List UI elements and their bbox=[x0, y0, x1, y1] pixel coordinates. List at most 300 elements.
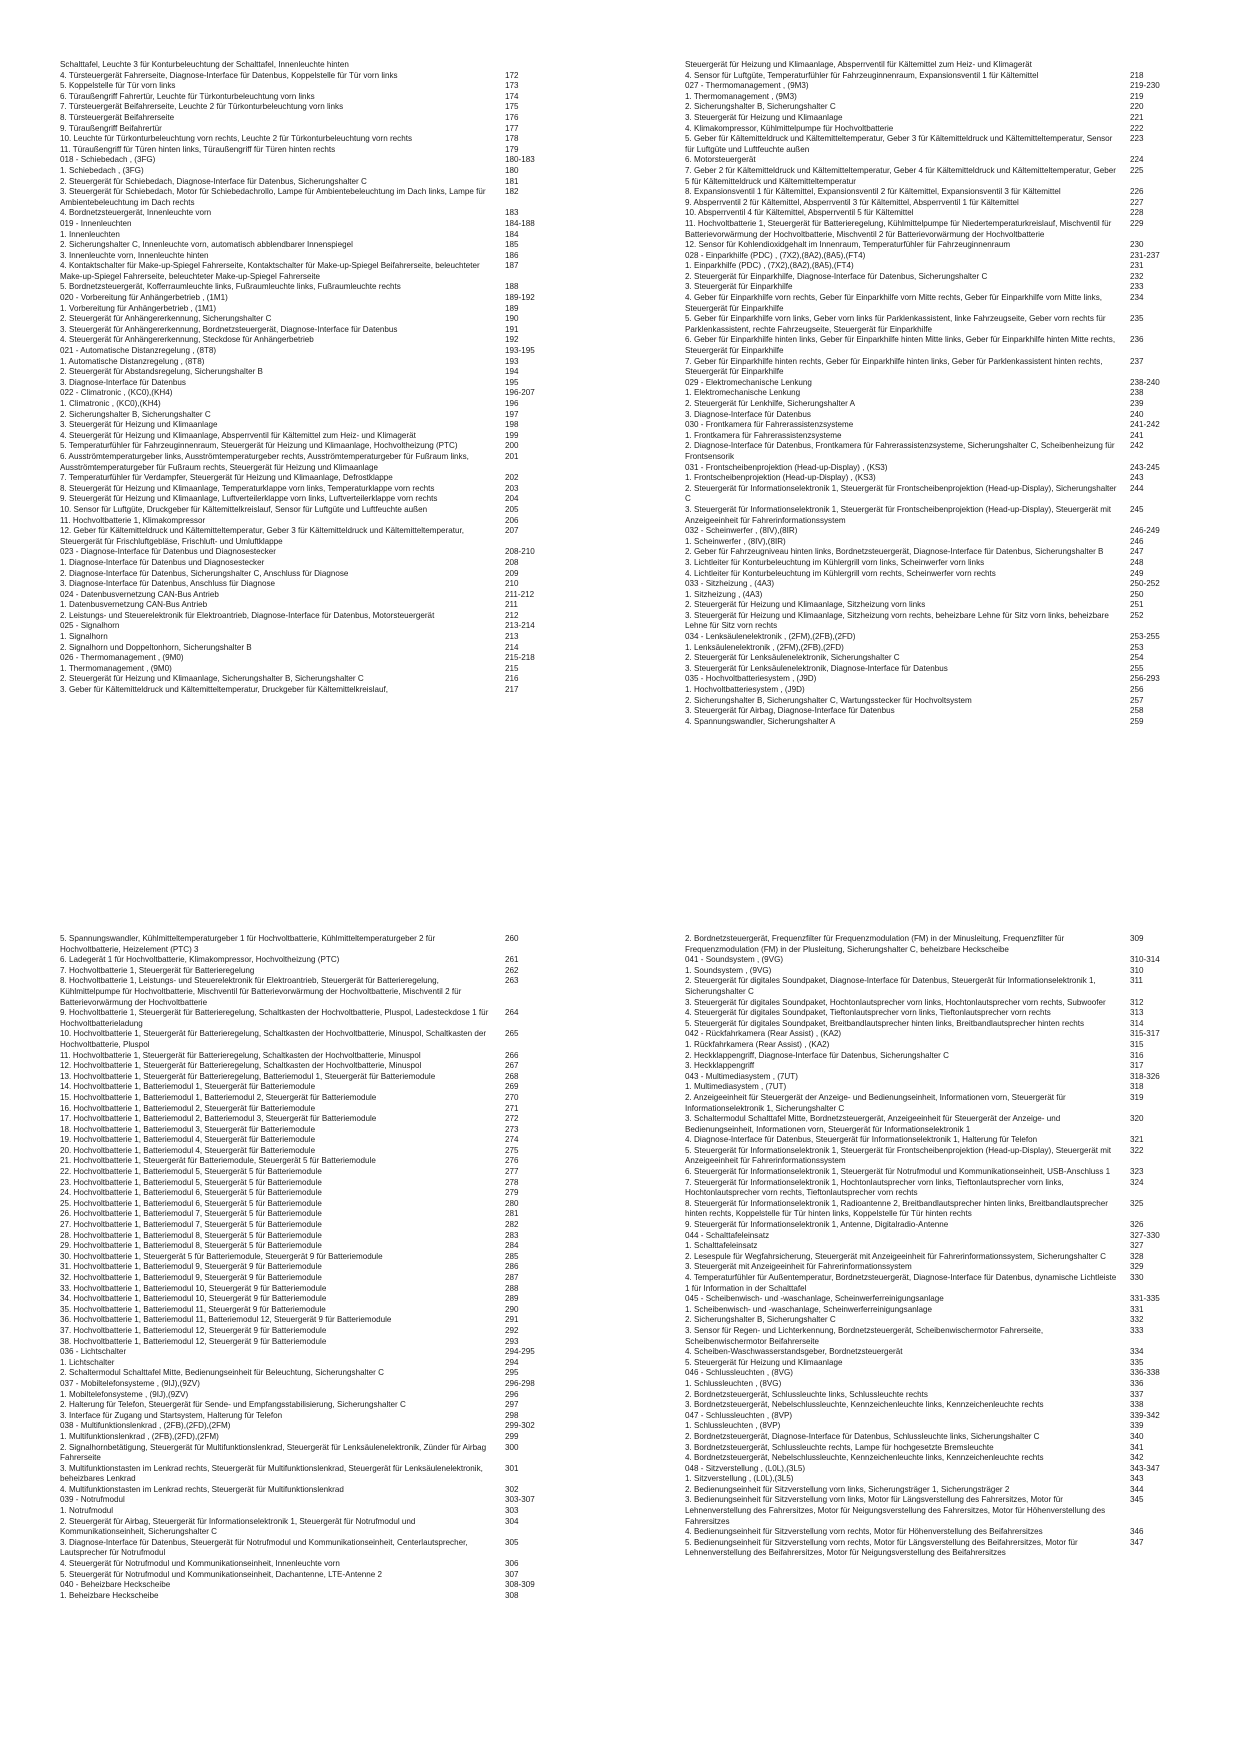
toc-entry-title: 2. Bedienungseinheit für Sitzverstellung vorn links, Sicherungsträger 1, Sicherungsträger 2 bbox=[685, 1484, 1010, 1494]
toc-entry-title: 5. Temperaturfühler für Fahrzeuginnenraum, Steuergerät für Heizung und Klimaanlage, Hochvoltheizung (PTC) bbox=[60, 441, 458, 451]
toc-entry-title: 2. Bordnetzsteuergerät, Diagnose-Interface für Datenbus, Schlussleuchte links, Sicherungshalter C bbox=[685, 1431, 1040, 1441]
toc-entry bbox=[685, 1368, 1220, 1379]
toc-entry-page: 251 bbox=[1130, 600, 1144, 610]
toc-entry-title: 1. Thermomanagement , (9M3) bbox=[685, 91, 797, 101]
toc-entry-title: 7. Temperaturfühler für Verdampfer, Steuergerät für Heizung und Klimaanlage, Defrostklappe bbox=[60, 473, 393, 483]
toc-entry bbox=[685, 547, 1220, 558]
toc-entry-title: 5. Spannungswandler, Kühlmitteltemperaturgeber 1 für Hochvoltbatterie, Kühlmitteltemperaturgeber 2 für Hochvoltbatterie, Heizelement (PTC) 3 bbox=[60, 934, 436, 954]
toc-entry-page: 301 bbox=[505, 1463, 519, 1473]
toc-entry bbox=[685, 717, 1220, 728]
toc-entry-page: 330 bbox=[1130, 1273, 1144, 1282]
toc-entry-title: 042 - Rückfahrkamera (Rear Assist) , (KA2) bbox=[685, 1029, 842, 1039]
toc-entry-page: 208-210 bbox=[505, 547, 535, 557]
toc-entry-title: 4. Steuergerät für Anhängererkennung, Steckdose für Anhängerbetrieb bbox=[60, 335, 314, 345]
toc-entry-title: 048 - Sitzverstellung , (L0L),(3L5) bbox=[685, 1463, 806, 1473]
toc-entry-page: 260 bbox=[505, 934, 519, 943]
toc-entry-page: 292 bbox=[505, 1325, 519, 1335]
toc-entry-page: 303-307 bbox=[505, 1495, 535, 1505]
toc-entry-page: 243-245 bbox=[1130, 462, 1160, 472]
toc-entry bbox=[685, 1538, 1220, 1559]
toc-entry bbox=[685, 664, 1220, 675]
toc-entry-title: 045 - Scheibenwisch- und -waschanlage, Scheinwerferreinigungsanlage bbox=[685, 1294, 944, 1304]
toc-entry-page: 194 bbox=[505, 367, 519, 377]
toc-entry bbox=[60, 966, 595, 977]
toc-entry-page: 296 bbox=[505, 1389, 519, 1399]
toc-entry-page: 338 bbox=[1130, 1400, 1144, 1410]
toc-entry-title: 1. Elektromechanische Lenkung bbox=[685, 388, 801, 398]
toc-entry-page: 238-240 bbox=[1130, 377, 1160, 387]
toc-entry bbox=[685, 1464, 1220, 1475]
toc-entry-title: 4. Bordnetzsteuergerät, Nebelschlussleuchte, Kennzeichenleuchte links, Kennzeichenleuchte rechts bbox=[685, 1453, 1044, 1463]
toc-entry-title: 2. Sicherungshalter B, Sicherungshalter C bbox=[60, 409, 211, 419]
toc-entry bbox=[685, 955, 1220, 966]
toc-entry-page: 281 bbox=[505, 1209, 519, 1219]
toc-entry-title: 34. Hochvoltbatterie 1, Batteriemodul 10, Steuergerät 9 für Batteriemodule bbox=[60, 1294, 327, 1304]
toc-entry bbox=[60, 664, 595, 675]
toc-entry-title: 018 - Schiebedach , (3FG) bbox=[60, 155, 156, 165]
toc-entry-page: 270 bbox=[505, 1092, 519, 1102]
toc-entry-title: 6. Ausströmtemperaturgeber links, Ausströmtemperaturgeber rechts, Ausströmtemperaturgeber für Fußraum links, Ausströmtemperaturgeber für Fußraum rechts, Steuergerät für Heizung und Klimaanlage bbox=[60, 451, 469, 472]
toc-entry-page: 269 bbox=[505, 1082, 519, 1092]
toc-entry bbox=[685, 685, 1220, 696]
toc-entry-page: 336-338 bbox=[1130, 1368, 1160, 1378]
toc-entry-page: 216 bbox=[505, 674, 519, 684]
toc-entry bbox=[685, 579, 1220, 590]
toc-entry-page: 315-317 bbox=[1130, 1029, 1160, 1039]
toc-entry-page: 176 bbox=[505, 112, 519, 122]
toc-entry-page: 318 bbox=[1130, 1082, 1144, 1092]
toc-entry bbox=[60, 558, 595, 569]
toc-entry-title: 9. Absperrventil 2 für Kältemittel, Absperrventil 3 für Kältemittel, Absperrventil 1 für Kältemittel bbox=[685, 197, 1019, 207]
toc-entry bbox=[685, 1019, 1220, 1030]
toc-entry-title: 3. Bedienungseinheit für Sitzverstellung vorn links, Motor für Längsverstellung des Fahrersitzes, Motor für Lehnenverstellung des Fahrersitzes, Motor für Neigungsverstellung des Fahrersitzes, Motor für Höhenverstellung des Fahrersitzes bbox=[685, 1495, 1106, 1526]
toc-entry-page: 311 bbox=[1130, 976, 1143, 986]
toc-entry bbox=[685, 1231, 1220, 1242]
toc-entry bbox=[685, 1241, 1220, 1252]
toc-entry-title: 2. Steuergerät für Schiebedach, Diagnose-Interface für Datenbus, Sicherungshalter C bbox=[60, 176, 367, 186]
toc-entry-title: 4. Diagnose-Interface für Datenbus, Steuergerät für Informationselektronik 1, Halterung für Telefon bbox=[685, 1135, 1038, 1145]
toc-entry-page: 337 bbox=[1130, 1389, 1144, 1399]
toc-entry bbox=[60, 1125, 595, 1136]
toc-entry bbox=[685, 696, 1220, 707]
toc-entry-page: 208 bbox=[505, 557, 519, 567]
toc-entry bbox=[685, 653, 1220, 664]
toc-entry-page: 320 bbox=[1130, 1114, 1144, 1124]
toc-entry bbox=[685, 251, 1220, 262]
toc-entry bbox=[685, 976, 1220, 997]
toc-entry-title: 035 - Hochvoltbatteriesystem , (J9D) bbox=[685, 674, 817, 684]
toc-column-bottom-right bbox=[685, 934, 1220, 1559]
toc-entry bbox=[60, 685, 595, 696]
toc-entry bbox=[685, 1294, 1220, 1305]
toc-entry-title: 2. Leistungs- und Steuerelektronik für Elektroantrieb, Diagnose-Interface für Datenbus, Motorsteuergerät bbox=[60, 610, 435, 620]
toc-entry bbox=[685, 71, 1220, 82]
toc-entry-title: 11. Türaußengriff für Türen hinten links, Türaußengriff für Türen hinten rechts bbox=[60, 144, 336, 154]
toc-entry-page: 273 bbox=[505, 1124, 519, 1134]
toc-entry-title: 4. Bordnetzsteuergerät, Innenleuchte vorn bbox=[60, 208, 212, 218]
toc-entry-page: 246 bbox=[1130, 536, 1144, 546]
toc-entry-title: 1. Thermomanagement , (9M0) bbox=[60, 663, 172, 673]
toc-entry-title: 039 - Notrufmodul bbox=[60, 1495, 125, 1505]
toc-entry-page: 299-302 bbox=[505, 1421, 535, 1431]
toc-entry-page: 193 bbox=[505, 356, 519, 366]
toc-entry-title: 025 - Signalhorn bbox=[60, 621, 120, 631]
toc-entry-title: 4. Spannungswandler, Sicherungshalter A bbox=[685, 716, 836, 726]
toc-entry bbox=[60, 1072, 595, 1083]
toc-entry-title: 028 - Einparkhilfe (PDC) , (7X2),(8A2),(8A5),(FT4) bbox=[685, 250, 866, 260]
toc-entry-page: 344 bbox=[1130, 1484, 1144, 1494]
toc-entry-page: 321 bbox=[1130, 1135, 1144, 1145]
toc-entry-title: 1. Sitzverstellung , (L0L),(3L5) bbox=[685, 1474, 794, 1484]
toc-entry-page: 215-218 bbox=[505, 653, 535, 663]
toc-entry bbox=[685, 1347, 1220, 1358]
toc-entry-title: 3. Multifunktionstasten im Lenkrad rechts, Steuergerät für Multifunktionslenkrad, Steuergerät für Lenksäulenelektronik, beheizbares Lenkrad bbox=[60, 1463, 483, 1484]
toc-entry-page: 327 bbox=[1130, 1241, 1144, 1251]
toc-entry-title: 026 - Thermomanagement , (9M0) bbox=[60, 653, 184, 663]
toc-entry-page: 300 bbox=[505, 1442, 519, 1452]
toc-entry-page: 250 bbox=[1130, 589, 1144, 599]
toc-entry-page: 257 bbox=[1130, 695, 1144, 705]
toc-entry bbox=[60, 145, 595, 156]
toc-entry-title: 4. Türsteuergerät Fahrerseite, Diagnose-Interface für Datenbus, Koppelstelle für Tür vorn links bbox=[60, 70, 398, 80]
toc-entry bbox=[60, 1156, 595, 1167]
toc-entry bbox=[685, 1262, 1220, 1273]
toc-entry-page: 268 bbox=[505, 1071, 519, 1081]
toc-entry-title: 8. Steuergerät für Heizung und Klimaanlage, Temperaturklappe vorn links, Temperaturklappe vorn rechts bbox=[60, 483, 435, 493]
toc-entry-page: 339 bbox=[1130, 1421, 1144, 1431]
toc-entry-page: 274 bbox=[505, 1135, 519, 1145]
toc-entry-page: 283 bbox=[505, 1230, 519, 1240]
toc-entry-title: 6. Türaußengriff Fahrertür, Leuchte für Türkonturbeleuchtung vorn links bbox=[60, 91, 315, 101]
toc-entry-page: 200 bbox=[505, 441, 519, 451]
toc-entry bbox=[60, 547, 595, 558]
toc-entry bbox=[60, 452, 595, 473]
toc-entry-page: 262 bbox=[505, 965, 519, 975]
toc-entry-title: 4. Bedienungseinheit für Sitzverstellung vorn rechts, Motor für Höhenverstellung des Beifahrersitzes bbox=[685, 1527, 1043, 1537]
toc-entry bbox=[685, 357, 1220, 378]
toc-entry-title: 1. Diagnose-Interface für Datenbus und Diagnosestecker bbox=[60, 557, 265, 567]
toc-entry-title: 038 - Multifunktionslenkrad , (2FB),(2FD),(2FM) bbox=[60, 1421, 231, 1431]
toc-entry bbox=[685, 1474, 1220, 1485]
toc-entry bbox=[60, 1390, 595, 1401]
toc-entry-title: 20. Hochvoltbatterie 1, Batteriemodul 4, Steuergerät für Batteriemodule bbox=[60, 1145, 316, 1155]
toc-entry-title: 7. Hochvoltbatterie 1, Steuergerät für Batterieregelung bbox=[60, 965, 255, 975]
toc-entry-page: 196-207 bbox=[505, 388, 535, 398]
toc-entry bbox=[60, 1220, 595, 1231]
toc-entry bbox=[60, 1347, 595, 1358]
toc-entry bbox=[60, 367, 595, 378]
toc-entry bbox=[685, 1443, 1220, 1454]
toc-entry-title: 1. Lichtschalter bbox=[60, 1357, 115, 1367]
toc-entry-title: Schalttafel, Leuchte 3 für Konturbeleuchtung der Schalttafel, Innenleuchte hinten bbox=[60, 60, 349, 69]
toc-entry-page: 207 bbox=[505, 526, 519, 536]
toc-entry bbox=[60, 1400, 595, 1411]
toc-entry-page: 181 bbox=[505, 176, 519, 186]
toc-entry-page: 237 bbox=[1130, 356, 1144, 366]
toc-entry-title: 14. Hochvoltbatterie 1, Batteriemodul 1, Steuergerät für Batteriemodule bbox=[60, 1082, 316, 1092]
toc-entry-page: 233 bbox=[1130, 282, 1144, 292]
toc-entry-title: 2. Diagnose-Interface für Datenbus, Sicherungshalter C, Anschluss für Diagnose bbox=[60, 568, 349, 578]
toc-entry bbox=[685, 1051, 1220, 1062]
toc-entry-title: 2. Steuergerät für digitales Soundpaket, Diagnose-Interface für Datenbus, Steuergerät für Informationselektronik 1, Sicherungshalter C bbox=[685, 976, 1096, 996]
toc-entry bbox=[685, 102, 1220, 113]
toc-entry-title: 046 - Schlussleuchten , (8VG) bbox=[685, 1368, 793, 1378]
toc-entry bbox=[685, 1273, 1220, 1294]
toc-entry-title: 1. Multifunktionslenkrad , (2FB),(2FD),(2FM) bbox=[60, 1431, 219, 1441]
toc-entry-page: 209 bbox=[505, 568, 519, 578]
toc-entry-page: 256 bbox=[1130, 685, 1144, 695]
toc-entry-page: 324 bbox=[1130, 1177, 1144, 1187]
toc-entry-page: 266 bbox=[505, 1050, 519, 1060]
toc-entry bbox=[685, 1400, 1220, 1411]
toc-entry bbox=[60, 1252, 595, 1263]
toc-entry-page: 241-242 bbox=[1130, 420, 1160, 430]
toc-entry-page: 295 bbox=[505, 1368, 519, 1378]
toc-entry-title: 2. Steuergerät für Heizung und Klimaanlage, Sicherungshalter B, Sicherungshalter C bbox=[60, 674, 364, 684]
toc-entry-page: 339-342 bbox=[1130, 1410, 1160, 1420]
toc-entry-page: 331 bbox=[1130, 1304, 1144, 1314]
toc-entry bbox=[60, 1061, 595, 1072]
toc-entry-title: 37. Hochvoltbatterie 1, Batteriemodul 12, Steuergerät 9 für Batteriemodule bbox=[60, 1325, 327, 1335]
toc-entry-page: 342 bbox=[1130, 1453, 1144, 1463]
toc-entry-title: 10. Absperrventil 4 für Kältemittel, Absperrventil 5 für Kältemittel bbox=[685, 208, 914, 218]
toc-entry-page: 187 bbox=[505, 261, 519, 271]
toc-entry-title: 2. Geber für Fahrzeugniveau hinten links, Bordnetzsteuergerät, Diagnose-Interface für Datenbus, Sicherungshalter B bbox=[685, 547, 1104, 557]
toc-entry-page: 175 bbox=[505, 102, 519, 112]
toc-entry-title: 9. Steuergerät für Heizung und Klimaanlage, Luftverteilerklappe vorn links, Luftverteilerklappe vorn rechts bbox=[60, 494, 438, 504]
toc-entry-title: 3. Diagnose-Interface für Datenbus, Anschluss für Diagnose bbox=[60, 579, 276, 589]
toc-entry-page: 184 bbox=[505, 229, 519, 239]
toc-entry-title: 2. Steuergerät für Airbag, Steuergerät für Informationselektronik 1, Steuergerät für Notrufmodul und Kommunikationseinheit, Sicherungshalter C bbox=[60, 1516, 416, 1537]
toc-entry-title: 11. Hochvoltbatterie 1, Klimakompressor bbox=[60, 515, 206, 525]
toc-entry bbox=[60, 124, 595, 135]
toc-entry-page: 223 bbox=[1130, 134, 1144, 144]
toc-entry-title: 29. Hochvoltbatterie 1, Batteriemodul 8, Steuergerät 5 für Batteriemodule bbox=[60, 1241, 322, 1251]
toc-entry bbox=[685, 674, 1220, 685]
toc-entry-page: 226 bbox=[1130, 187, 1144, 197]
toc-entry-title: 3. Steuergerät für Lenksäulenelektronik, Diagnose-Interface für Datenbus bbox=[685, 663, 948, 673]
toc-entry-page: 253 bbox=[1130, 642, 1144, 652]
toc-entry bbox=[685, 1199, 1220, 1220]
toc-entry-page: 335 bbox=[1130, 1357, 1144, 1367]
toc-entry bbox=[60, 1051, 595, 1062]
toc-entry bbox=[685, 1178, 1220, 1199]
toc-entry-page: 343-347 bbox=[1130, 1463, 1160, 1473]
toc-entry-title: 040 - Beheizbare Heckscheibe bbox=[60, 1580, 171, 1590]
toc-entry-title: 5. Steuergerät für Informationselektronik 1, Steuergerät für Frontscheibenprojektion (Head-up-Display), Steuergerät mit Anzeigeeinheit für Fahrerinformationssystem bbox=[685, 1145, 1112, 1166]
toc-entry bbox=[685, 208, 1220, 219]
toc-entry-page: 343 bbox=[1130, 1474, 1144, 1484]
toc-entry-title: 5. Bordnetzsteuergerät, Kofferraumleuchte links, Fußraumleuchte links, Fußraumleuchte rechts bbox=[60, 282, 401, 292]
toc-entry-page: 336 bbox=[1130, 1378, 1144, 1388]
toc-entry-title: 2. Steuergerät für Informationselektronik 1, Steuergerät für Frontscheibenprojektion (Head-up-Display), Sicherungshalter C bbox=[685, 483, 1117, 504]
toc-entry bbox=[60, 1199, 595, 1210]
toc-entry bbox=[685, 420, 1220, 431]
toc-entry-title: 3. Steuergerät für Anhängererkennung, Bordnetzsteuergerät, Diagnose-Interface für Datenbus bbox=[60, 324, 398, 334]
toc-entry-title: 020 - Vorbereitung für Anhängerbetrieb , (1M1) bbox=[60, 293, 228, 303]
toc-entry bbox=[60, 335, 595, 346]
toc-entry bbox=[60, 399, 595, 410]
toc-entry bbox=[60, 325, 595, 336]
toc-entry bbox=[685, 1220, 1220, 1231]
toc-entry-title: 10. Leuchte für Türkonturbeleuchtung vorn rechts, Leuchte 2 für Türkonturbeleuchtung vorn rechts bbox=[60, 134, 412, 144]
toc-entry bbox=[685, 1008, 1220, 1019]
toc-entry-title: 11. Hochvoltbatterie 1, Steuergerät für Batterieregelung, Kühlmittelpumpe für Niedertemperaturkreislauf, Mischventil für Batterievorwärmung der Hochvoltbatterie, Mischventil 2 für Batterievorwärmung der Hochvoltbatterie bbox=[685, 218, 1112, 239]
toc-entry bbox=[685, 219, 1220, 240]
toc-entry-title: 034 - Lenksäulenelektronik , (2FM),(2FB),(2FD) bbox=[685, 632, 856, 642]
toc-entry-title: 2. Diagnose-Interface für Datenbus, Frontkamera für Fahrerassistenzsysteme, Sicherungshalter C, Scheibenheizung für Frontsensorik bbox=[685, 441, 1115, 461]
toc-entry bbox=[685, 706, 1220, 717]
toc-entry-page: 186 bbox=[505, 250, 519, 260]
toc-entry-title: 1. Schlussleuchten , (8VG) bbox=[685, 1378, 782, 1388]
toc-entry bbox=[60, 1273, 595, 1284]
toc-entry-page: 191 bbox=[505, 324, 519, 334]
toc-entry-page: 206 bbox=[505, 515, 519, 525]
toc-entry-title: 043 - Multimediasystem , (7UT) bbox=[685, 1071, 798, 1081]
toc-entry-title: 1. Notrufmodul bbox=[60, 1506, 114, 1516]
toc-entry-page: 331-335 bbox=[1130, 1294, 1160, 1304]
toc-entry-title: 12. Sensor für Kohlendioxidgehalt im Innenraum, Temperaturfühler für Fahrzeuginnenraum bbox=[685, 240, 1011, 250]
toc-entry-page: 217 bbox=[505, 685, 519, 695]
toc-entry bbox=[685, 505, 1220, 526]
toc-entry-title: 3. Innenleuchte vorn, Innenleuchte hinten bbox=[60, 250, 209, 260]
toc-entry-page: 172 bbox=[505, 70, 519, 80]
toc-entry bbox=[60, 1432, 595, 1443]
toc-entry-page: 188 bbox=[505, 282, 519, 292]
toc-entry-title: 2. Lesespule für Wegfahrsicherung, Steuergerät mit Anzeigeeinheit für Fahrerinformationssystem, Sicherungshalter C bbox=[685, 1251, 1106, 1261]
toc-entry-page: 218 bbox=[1130, 70, 1144, 80]
toc-entry-page: 199 bbox=[505, 430, 519, 440]
toc-entry-page: 293 bbox=[505, 1336, 519, 1346]
toc-entry bbox=[60, 1008, 595, 1029]
toc-entry-title: 4. Lichtleiter für Konturbeleuchtung im Kühlergrill vorn rechts, Scheinwerfer vorn rechts bbox=[685, 568, 996, 578]
toc-entry bbox=[685, 81, 1220, 92]
toc-entry-title: 7. Steuergerät für Informationselektronik 1, Hochtonlautsprecher vorn links, Tieftonlautsprecher vorn links, Hochtonlautsprecher vorn rechts, Tieftonlautsprecher vorn rechts bbox=[685, 1177, 1064, 1198]
toc-entry bbox=[685, 463, 1220, 474]
toc-entry-page: 248 bbox=[1130, 557, 1144, 567]
toc-entry-title: 019 - Innenleuchten bbox=[60, 218, 132, 228]
toc-entry-page: 334 bbox=[1130, 1347, 1144, 1357]
toc-entry-title: 1. Soundsystem , (9VG) bbox=[685, 965, 772, 975]
toc-entry-page: 211-212 bbox=[505, 589, 535, 599]
toc-entry bbox=[60, 590, 595, 601]
toc-entry bbox=[685, 1326, 1220, 1347]
toc-entry-page: 276 bbox=[505, 1156, 519, 1166]
toc-entry bbox=[60, 1146, 595, 1157]
toc-entry-page: 204 bbox=[505, 494, 519, 504]
toc-entry bbox=[60, 166, 595, 177]
toc-entry bbox=[60, 1421, 595, 1432]
toc-entry-title: 1. Multimediasystem , (7UT) bbox=[685, 1082, 787, 1092]
toc-entry bbox=[60, 357, 595, 368]
toc-entry-title: 2. Sicherungshalter B, Sicherungshalter C bbox=[685, 1315, 836, 1325]
toc-entry-page: 219 bbox=[1130, 91, 1144, 101]
toc-entry-page: 280 bbox=[505, 1198, 519, 1208]
toc-entry-title: 9. Steuergerät für Informationselektronik 1, Antenne, Digitalradio-Antenne bbox=[685, 1220, 949, 1230]
toc-entry-page: 253-255 bbox=[1130, 632, 1160, 642]
toc-entry bbox=[60, 293, 595, 304]
toc-entry-page: 277 bbox=[505, 1167, 519, 1177]
toc-entry bbox=[60, 240, 595, 251]
toc-entry bbox=[685, 484, 1220, 505]
toc-entry-page: 327-330 bbox=[1130, 1230, 1160, 1240]
toc-entry bbox=[60, 261, 595, 282]
toc-entry-title: 26. Hochvoltbatterie 1, Batteriemodul 7, Steuergerät 5 für Batteriemodule bbox=[60, 1209, 322, 1219]
toc-entry-title: 1. Mobiltelefonsysteme , (9IJ),(9ZV) bbox=[60, 1389, 189, 1399]
toc-entry-title: 32. Hochvoltbatterie 1, Batteriemodul 9, Steuergerät 9 für Batteriemodule bbox=[60, 1273, 322, 1282]
toc-entry bbox=[685, 1114, 1220, 1135]
toc-entry-page: 264 bbox=[505, 1008, 519, 1018]
toc-entry-page: 309 bbox=[1130, 934, 1144, 943]
toc-entry-title: 4. Temperaturfühler für Außentemperatur, Bordnetzsteuergerät, Diagnose-Interface für Datenbus, dynamische Lichtleiste 1 für Information in der Schalttafel bbox=[685, 1273, 1117, 1293]
toc-entry bbox=[685, 378, 1220, 389]
toc-entry-title: 5. Geber für Einparkhilfe vorn links, Geber vorn links für Parklenkassistent, linke Fahrzeugseite, Geber vorn rechts für Parklenkassistent, rechte Fahrzeugseite, Steuergerät für Einparkhilfe bbox=[685, 314, 1106, 334]
toc-entry bbox=[685, 388, 1220, 399]
toc-entry bbox=[60, 505, 595, 516]
toc-entry bbox=[685, 1453, 1220, 1464]
toc-entry-title: 2. Signalhornbetätigung, Steuergerät für Multifunktionslenkrad, Steuergerät für Lenksäulenelektronik, Zünder für Airbag Fahrerseite bbox=[60, 1442, 487, 1463]
toc-entry-title: 1. Scheinwerfer , (8IV),(8IR) bbox=[685, 536, 786, 546]
toc-entry-page: 322 bbox=[1130, 1145, 1144, 1155]
toc-entry-title: 2. Sicherungshalter C, Innenleuchte vorn, automatisch abblendbarer Innenspiegel bbox=[60, 240, 353, 250]
toc-entry-title: 1. Signalhorn bbox=[60, 632, 108, 642]
toc-entry bbox=[60, 177, 595, 188]
toc-entry-page: 235 bbox=[1130, 314, 1144, 324]
toc-entry-title: 024 - Datenbusvernetzung CAN-Bus Antrieb bbox=[60, 589, 219, 599]
toc-column-top-left bbox=[60, 60, 595, 696]
toc-entry bbox=[60, 1517, 595, 1538]
toc-entry-title: 031 - Frontscheibenprojektion (Head-up-Display) , (KS3) bbox=[685, 462, 888, 472]
toc-entry bbox=[60, 1485, 595, 1496]
toc-entry-page: 314 bbox=[1130, 1018, 1144, 1028]
toc-entry-title: 9. Türaußengriff Beifahrertür bbox=[60, 123, 162, 133]
toc-entry bbox=[60, 1093, 595, 1104]
toc-entry-title: 4. Geber für Einparkhilfe vorn rechts, Geber für Einparkhilfe vorn Mitte rechts, Geber für Einparkhilfe vorn Mitte links, Steuergerät für Einparkhilfe bbox=[685, 293, 1103, 313]
toc-entry bbox=[685, 1093, 1220, 1114]
toc-entry-title: 3. Steuergerät für Airbag, Diagnose-Interface für Datenbus bbox=[685, 706, 895, 716]
toc-entry-title: 9. Hochvoltbatterie 1, Steuergerät für Batterieregelung, Schaltkasten der Hochvoltbatterie, Pluspol, Ladesteckdose 1 für Hochvoltbatterieladung bbox=[60, 1008, 489, 1028]
toc-entry-page: 219-230 bbox=[1130, 81, 1160, 91]
toc-entry-page: 279 bbox=[505, 1188, 519, 1198]
toc-entry bbox=[60, 388, 595, 399]
toc-entry-page: 267 bbox=[505, 1061, 519, 1071]
toc-entry-page: 308-309 bbox=[505, 1580, 535, 1590]
toc-entry bbox=[685, 1411, 1220, 1422]
toc-entry-title: 1. Lenksäulenelektronik , (2FM),(2FB),(2FD) bbox=[685, 642, 844, 652]
toc-entry bbox=[685, 240, 1220, 251]
toc-entry-title: 15. Hochvoltbatterie 1, Batteriemodul 1, Batteriemodul 2, Steuergerät für Batteriemodule bbox=[60, 1092, 377, 1102]
toc-entry-page: 294-295 bbox=[505, 1347, 535, 1357]
toc-entry-page: 305 bbox=[505, 1537, 519, 1547]
toc-entry bbox=[60, 1231, 595, 1242]
toc-entry bbox=[685, 590, 1220, 601]
toc-entry-title: 1. Einparkhilfe (PDC) , (7X2),(8A2),(8A5),(FT4) bbox=[685, 261, 854, 271]
toc-entry-page: 329 bbox=[1130, 1262, 1144, 1272]
toc-entry-title: 5. Steuergerät für digitales Soundpaket, Breitbandlautsprecher hinten links, Breitbandlautsprecher hinten rechts bbox=[685, 1018, 1085, 1028]
toc-entry-page: 294 bbox=[505, 1357, 519, 1367]
toc-entry-page: 239 bbox=[1130, 399, 1144, 408]
toc-entry bbox=[685, 569, 1220, 580]
toc-entry-page: 225 bbox=[1130, 165, 1144, 175]
toc-entry bbox=[685, 1029, 1220, 1040]
toc-entry bbox=[685, 1040, 1220, 1051]
toc-entry-page: 333 bbox=[1130, 1325, 1144, 1335]
toc-entry-page: 229 bbox=[1130, 218, 1144, 228]
toc-entry-title: 5. Bedienungseinheit für Sitzverstellung vorn rechts, Motor für Längsverstellung des Beifahrersitzes, Motor für Lehnenverstellung des Beifahrersitzes, Motor für Neigungsverstellung des Beifahrersitzes bbox=[685, 1537, 1078, 1558]
toc-entry-page: 180-183 bbox=[505, 155, 535, 165]
toc-entry bbox=[685, 934, 1220, 955]
toc-entry-title: 8. Expansionsventil 1 für Kältemittel, Expansionsventil 2 für Kältemittel, Expansionsventil 3 für Kältemittel bbox=[685, 187, 1061, 197]
